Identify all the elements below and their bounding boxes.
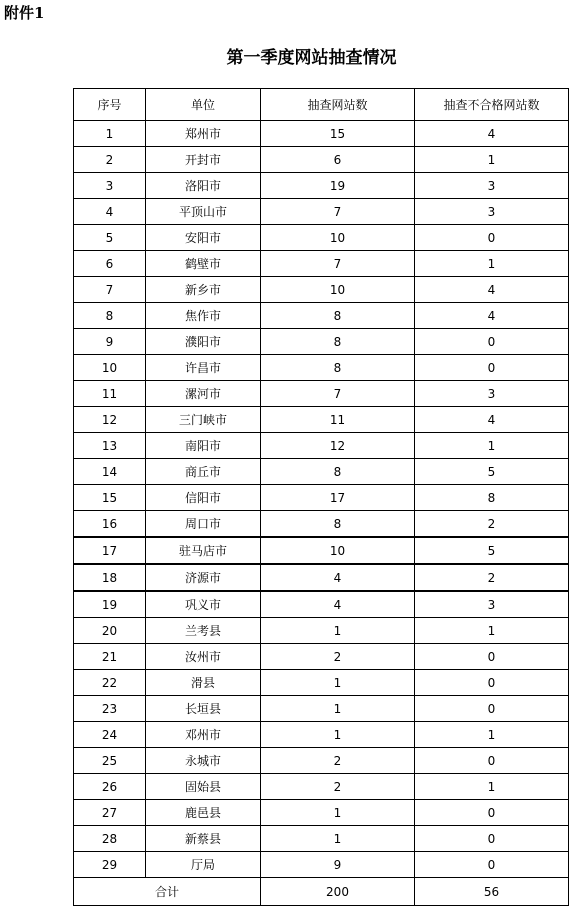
table-row xyxy=(74,511,569,538)
header-unit: 单位 xyxy=(146,89,261,121)
header-failed-count: 抽查不合格网站数 xyxy=(415,89,569,121)
table-row xyxy=(74,407,569,433)
table-row xyxy=(74,121,569,147)
cell-unit: 鹿邑县 xyxy=(146,800,261,826)
cell-unit: 焦作市 xyxy=(146,303,261,329)
cell-index: 15 xyxy=(74,485,146,511)
cell-checked-count: 8 xyxy=(261,459,415,485)
cell-failed-count: 4 xyxy=(415,407,569,433)
cell-unit: 许昌市 xyxy=(146,355,261,381)
cell-index: 4 xyxy=(74,199,146,225)
cell-failed-count: 3 xyxy=(415,173,569,199)
table-row xyxy=(74,748,569,774)
cell-checked-count: 8 xyxy=(261,303,415,329)
cell-checked-count: 7 xyxy=(261,199,415,225)
cell-index: 14 xyxy=(74,459,146,485)
cell-unit: 濮阳市 xyxy=(146,329,261,355)
cell-index: 6 xyxy=(74,251,146,277)
cell-unit: 新乡市 xyxy=(146,277,261,303)
cell-checked-count: 19 xyxy=(261,173,415,199)
cell-index: 19 xyxy=(74,591,146,618)
cell-failed-count: 3 xyxy=(415,591,569,618)
cell-unit: 驻马店市 xyxy=(146,537,261,564)
cell-index: 12 xyxy=(74,407,146,433)
cell-checked-count: 4 xyxy=(261,564,415,591)
cell-failed-count: 0 xyxy=(415,748,569,774)
table-row xyxy=(74,618,569,644)
cell-index: 21 xyxy=(74,644,146,670)
table-row xyxy=(74,381,569,407)
table-row xyxy=(74,225,569,251)
cell-checked-count: 7 xyxy=(261,251,415,277)
cell-checked-count: 1 xyxy=(261,618,415,644)
cell-index: 28 xyxy=(74,826,146,852)
table-row xyxy=(74,696,569,722)
table-row xyxy=(74,564,569,591)
cell-unit: 长垣县 xyxy=(146,696,261,722)
cell-unit: 商丘市 xyxy=(146,459,261,485)
table-body xyxy=(74,121,569,878)
cell-checked-count: 1 xyxy=(261,826,415,852)
cell-index: 10 xyxy=(74,355,146,381)
cell-checked-count: 8 xyxy=(261,355,415,381)
cell-failed-count: 0 xyxy=(415,852,569,878)
cell-failed-count: 1 xyxy=(415,251,569,277)
cell-failed-count: 1 xyxy=(415,433,569,459)
cell-unit: 漯河市 xyxy=(146,381,261,407)
cell-index: 17 xyxy=(74,537,146,564)
cell-unit: 新蔡县 xyxy=(146,826,261,852)
cell-failed-count: 3 xyxy=(415,199,569,225)
cell-unit: 兰考县 xyxy=(146,618,261,644)
table-row xyxy=(74,774,569,800)
total-checked: 200 xyxy=(261,878,415,906)
cell-failed-count: 4 xyxy=(415,303,569,329)
cell-failed-count: 4 xyxy=(415,277,569,303)
cell-unit: 厅局 xyxy=(146,852,261,878)
table-header-row xyxy=(74,89,569,121)
cell-checked-count: 2 xyxy=(261,748,415,774)
cell-failed-count: 0 xyxy=(415,826,569,852)
table-row xyxy=(74,251,569,277)
cell-failed-count: 5 xyxy=(415,459,569,485)
cell-index: 22 xyxy=(74,670,146,696)
cell-failed-count: 4 xyxy=(415,121,569,147)
cell-failed-count: 1 xyxy=(415,147,569,173)
table-row xyxy=(74,485,569,511)
cell-checked-count: 1 xyxy=(261,800,415,826)
cell-unit: 邓州市 xyxy=(146,722,261,748)
cell-failed-count: 0 xyxy=(415,355,569,381)
cell-unit: 永城市 xyxy=(146,748,261,774)
table-row xyxy=(74,826,569,852)
cell-checked-count: 7 xyxy=(261,381,415,407)
cell-unit: 郑州市 xyxy=(146,121,261,147)
cell-failed-count: 0 xyxy=(415,225,569,251)
cell-unit: 周口市 xyxy=(146,511,261,538)
cell-index: 24 xyxy=(74,722,146,748)
table-row xyxy=(74,459,569,485)
cell-checked-count: 12 xyxy=(261,433,415,459)
cell-index: 16 xyxy=(74,511,146,538)
cell-checked-count: 4 xyxy=(261,591,415,618)
cell-index: 3 xyxy=(74,173,146,199)
cell-failed-count: 2 xyxy=(415,564,569,591)
cell-index: 2 xyxy=(74,147,146,173)
total-failed: 56 xyxy=(415,878,569,906)
cell-index: 7 xyxy=(74,277,146,303)
cell-index: 9 xyxy=(74,329,146,355)
cell-unit: 汝州市 xyxy=(146,644,261,670)
cell-checked-count: 8 xyxy=(261,329,415,355)
cell-failed-count: 0 xyxy=(415,644,569,670)
cell-unit: 洛阳市 xyxy=(146,173,261,199)
cell-index: 26 xyxy=(74,774,146,800)
cell-index: 8 xyxy=(74,303,146,329)
cell-unit: 巩义市 xyxy=(146,591,261,618)
cell-unit: 固始县 xyxy=(146,774,261,800)
cell-checked-count: 2 xyxy=(261,644,415,670)
cell-index: 1 xyxy=(74,121,146,147)
cell-index: 29 xyxy=(74,852,146,878)
cell-index: 23 xyxy=(74,696,146,722)
cell-unit: 安阳市 xyxy=(146,225,261,251)
cell-unit: 平顶山市 xyxy=(146,199,261,225)
cell-unit: 济源市 xyxy=(146,564,261,591)
table-row xyxy=(74,670,569,696)
cell-checked-count: 10 xyxy=(261,277,415,303)
cell-failed-count: 1 xyxy=(415,774,569,800)
cell-failed-count: 2 xyxy=(415,511,569,538)
cell-checked-count: 1 xyxy=(261,722,415,748)
table-row xyxy=(74,852,569,878)
cell-checked-count: 10 xyxy=(261,537,415,564)
cell-index: 20 xyxy=(74,618,146,644)
cell-index: 18 xyxy=(74,564,146,591)
cell-checked-count: 15 xyxy=(261,121,415,147)
table-row xyxy=(74,722,569,748)
table-row xyxy=(74,199,569,225)
table-row xyxy=(74,591,569,618)
table-row xyxy=(74,173,569,199)
table-row xyxy=(74,329,569,355)
cell-unit: 三门峡市 xyxy=(146,407,261,433)
cell-failed-count: 8 xyxy=(415,485,569,511)
cell-failed-count: 1 xyxy=(415,722,569,748)
table-row xyxy=(74,644,569,670)
cell-checked-count: 2 xyxy=(261,774,415,800)
cell-failed-count: 3 xyxy=(415,381,569,407)
cell-unit: 开封市 xyxy=(146,147,261,173)
attachment-label: 附件1 xyxy=(4,4,45,22)
table-row xyxy=(74,303,569,329)
header-index: 序号 xyxy=(74,89,146,121)
cell-checked-count: 8 xyxy=(261,511,415,538)
cell-failed-count: 0 xyxy=(415,800,569,826)
cell-index: 13 xyxy=(74,433,146,459)
cell-index: 27 xyxy=(74,800,146,826)
cell-index: 5 xyxy=(74,225,146,251)
cell-failed-count: 0 xyxy=(415,696,569,722)
cell-unit: 信阳市 xyxy=(146,485,261,511)
inspection-table xyxy=(73,88,569,906)
table-row xyxy=(74,277,569,303)
table-row xyxy=(74,537,569,564)
table-row xyxy=(74,147,569,173)
cell-index: 11 xyxy=(74,381,146,407)
header-checked-count: 抽查网站数 xyxy=(261,89,415,121)
cell-unit: 鹤壁市 xyxy=(146,251,261,277)
cell-failed-count: 5 xyxy=(415,537,569,564)
cell-checked-count: 1 xyxy=(261,670,415,696)
cell-checked-count: 6 xyxy=(261,147,415,173)
cell-checked-count: 17 xyxy=(261,485,415,511)
cell-unit: 滑县 xyxy=(146,670,261,696)
total-label: 合计 xyxy=(74,878,261,906)
table-row xyxy=(74,800,569,826)
cell-failed-count: 0 xyxy=(415,329,569,355)
table-row xyxy=(74,355,569,381)
cell-failed-count: 0 xyxy=(415,670,569,696)
cell-checked-count: 9 xyxy=(261,852,415,878)
cell-checked-count: 1 xyxy=(261,696,415,722)
cell-index: 25 xyxy=(74,748,146,774)
table-row xyxy=(74,433,569,459)
total-row xyxy=(74,878,569,906)
page-title: 第一季度网站抽查情况 xyxy=(226,48,397,68)
cell-checked-count: 11 xyxy=(261,407,415,433)
cell-unit: 南阳市 xyxy=(146,433,261,459)
cell-checked-count: 10 xyxy=(261,225,415,251)
cell-failed-count: 1 xyxy=(415,618,569,644)
